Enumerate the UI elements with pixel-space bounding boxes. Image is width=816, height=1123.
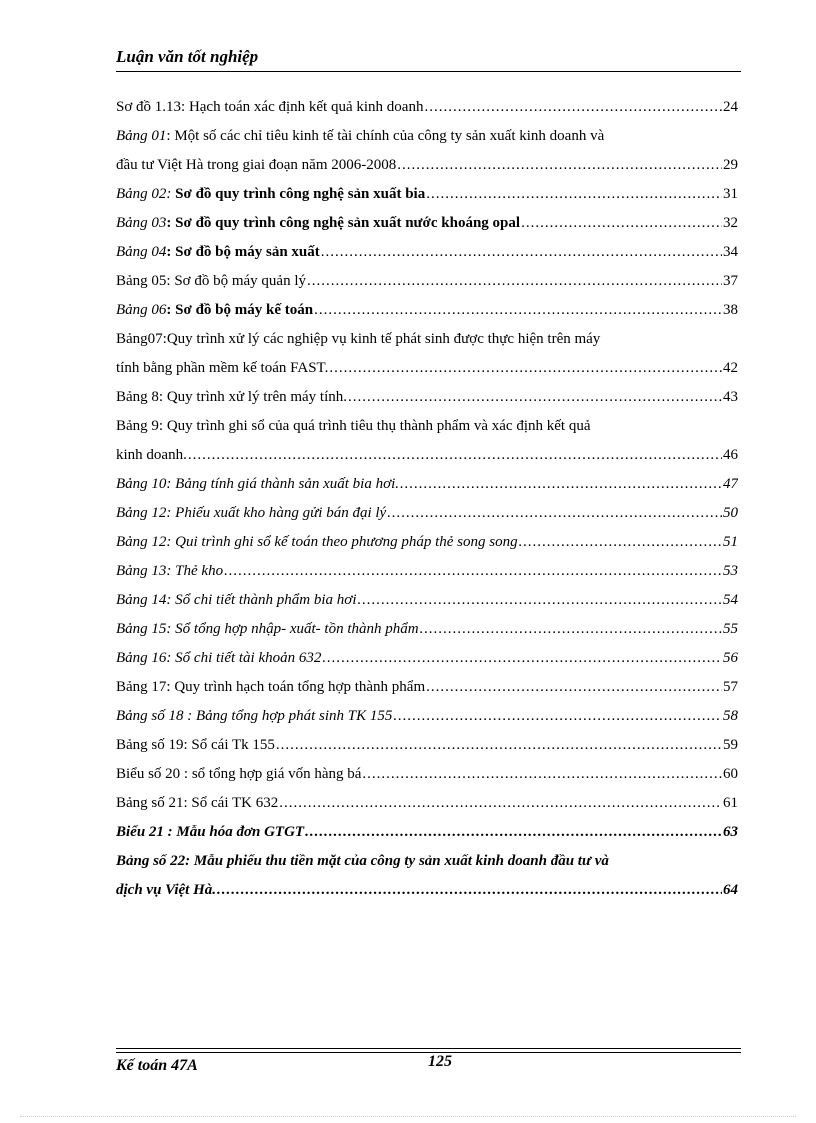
dot-leader: [217, 876, 722, 905]
toc-entry-text: Bảng 16: Sổ chi tiết tài khoản 632: [116, 650, 322, 666]
toc-entry-continuation: [116, 354, 738, 383]
dot-leader: [397, 151, 722, 180]
toc-entry: [116, 325, 738, 354]
toc-page-number: 37: [723, 273, 738, 289]
dot-leader: [224, 557, 722, 586]
footer-page-number: 125: [428, 1053, 452, 1070]
header-rule: [116, 71, 741, 72]
toc-page-number: 53: [723, 563, 738, 579]
toc-entry: [116, 644, 738, 673]
toc-entry-text: Bảng 14: Sổ chi tiết thành phẩm bia hơi: [116, 592, 357, 608]
toc-page-number: 56: [723, 650, 738, 666]
toc-entry: [116, 93, 738, 122]
toc-entry-text: Biểu 21 : Mẫu hóa đơn GTGT: [116, 824, 305, 840]
toc-page-number: 32: [723, 215, 738, 231]
toc-entry-continuation: [116, 876, 738, 905]
dot-leader: [393, 702, 722, 731]
toc-entry-text: Bảng 10: Bảng tính giá thành sản xuất bia hơi.: [116, 476, 399, 492]
dot-leader: [387, 499, 722, 528]
toc-entry: [116, 557, 738, 586]
toc-entry: [116, 412, 738, 441]
toc-entry-text-continued: tính bằng phần mềm kế toán FAST.: [116, 360, 329, 376]
toc-entry-text: Bảng 9: Quy trình ghi sổ của quá trình tiêu thụ thành phẩm và xác định kết quả: [116, 418, 591, 434]
dot-leader: [426, 673, 722, 702]
footer-department: Kế toán 47A: [116, 1057, 198, 1074]
toc-page-number: 58: [723, 708, 738, 724]
toc-entry-text: Sơ đồ 1.13: Hạch toán xác định kết quả kinh doanh: [116, 99, 424, 115]
toc-entry-text: Bảng 8: Quy trình xử lý trên máy tính.: [116, 389, 348, 405]
toc-entry: [116, 209, 738, 238]
dot-leader: [357, 586, 722, 615]
toc-entry-label: Bảng 02:: [116, 186, 172, 202]
toc-entry: [116, 731, 738, 760]
toc-entry-text: Biểu số 20 : sổ tổng hợp giá vốn hàng bá: [116, 766, 362, 782]
dot-leader: [362, 760, 722, 789]
toc-entry-text: Bảng số 22: Mẫu phiếu thu tiền mặt của công ty sản xuất kinh doanh đầu tư và: [116, 853, 609, 869]
dot-leader: [305, 818, 722, 847]
toc-page-number: 64: [723, 882, 738, 898]
dot-leader: [276, 731, 722, 760]
toc-entry: [116, 673, 738, 702]
dot-leader: [519, 528, 722, 557]
dot-leader: [307, 267, 722, 296]
toc-page-number: 46: [723, 447, 738, 463]
toc-entry: [116, 586, 738, 615]
toc-entry-continuation: [116, 151, 738, 180]
toc-entry: [116, 847, 738, 876]
dot-leader: [348, 383, 722, 412]
toc-entry: [116, 499, 738, 528]
dot-leader: [420, 615, 722, 644]
dot-leader: [314, 296, 722, 325]
toc-entry-text: Bảng số 18 : Bảng tổng hợp phát sinh TK 155: [116, 708, 393, 724]
toc-entry-text: Sơ đồ quy trình công nghệ sản xuất bia: [171, 186, 426, 202]
toc-entry: [116, 818, 738, 847]
dot-leader: [329, 354, 722, 383]
toc-page-number: 47: [723, 476, 738, 492]
table-of-contents: [116, 93, 738, 905]
toc-entry: [116, 122, 738, 151]
toc-page-number: 34: [723, 244, 738, 260]
toc-entry-text: : Sơ đồ quy trình công nghệ sản xuất nước khoáng opal: [166, 215, 521, 231]
toc-page-number: 42: [723, 360, 738, 376]
toc-page-number: 24: [723, 99, 738, 115]
toc-entry: [116, 789, 738, 818]
toc-page-number: 31: [723, 186, 738, 202]
toc-page-number: 51: [723, 534, 738, 550]
toc-entry-text-continued: dịch vụ Việt Hà.: [116, 882, 217, 898]
dot-leader: [321, 238, 722, 267]
toc-entry-label: Bảng 06: [116, 302, 167, 318]
toc-page-number: 60: [723, 766, 738, 782]
toc-entry-text: : Sơ đồ bộ máy kế toán: [166, 302, 314, 318]
page-bottom-divider: [20, 1116, 796, 1117]
dot-leader: [322, 644, 722, 673]
toc-entry-label: Bảng 01: [116, 128, 167, 144]
toc-entry-text: Bảng 05: Sơ đồ bộ máy quản lý: [116, 273, 307, 289]
toc-page-number: 54: [723, 592, 738, 608]
toc-entry-text: Bảng 12: Qui trình ghi sổ kế toán theo phương pháp thẻ song song: [116, 534, 518, 550]
toc-entry: [116, 528, 738, 557]
toc-entry: [116, 702, 738, 731]
dot-leader: [426, 180, 722, 209]
toc-page-number: 59: [723, 737, 738, 753]
toc-page-number: 57: [723, 679, 738, 695]
dot-leader: [188, 441, 722, 470]
toc-entry: [116, 180, 738, 209]
toc-entry-continuation: [116, 441, 738, 470]
toc-entry-text: Bảng 13: Thẻ kho: [116, 563, 224, 579]
toc-page-number: 55: [723, 621, 738, 637]
toc-page-number: 50: [723, 505, 738, 521]
toc-entry: [116, 296, 738, 325]
toc-entry-label: Bảng 04: [116, 244, 167, 260]
toc-entry-text: Bảng số 19: Sổ cái Tk 155: [116, 737, 275, 753]
dot-leader: [424, 93, 722, 122]
toc-entry-text: Bảng số 21: Sổ cái TK 632: [116, 795, 279, 811]
toc-entry-text: Bảng 17: Quy trình hạch toán tổng hợp thành phẩm: [116, 679, 426, 695]
toc-entry-text-continued: kinh doanh.: [116, 447, 187, 463]
toc-entry: [116, 383, 738, 412]
toc-entry-text-continued: đầu tư Việt Hà trong giai đoạn năm 2006-2008: [116, 157, 397, 173]
toc-entry: [116, 615, 738, 644]
toc-entry: [116, 238, 738, 267]
running-header-title: Luận văn tốt nghiệp: [116, 47, 259, 66]
toc-entry-text: Bảng 15: Sổ tổng hợp nhập- xuất- tồn thành phẩm: [116, 621, 419, 637]
dot-leader: [279, 789, 722, 818]
toc-entry-text: Bảng 12: Phiếu xuất kho hàng gửi bán đại lý: [116, 505, 387, 521]
toc-page-number: 43: [723, 389, 738, 405]
dot-leader: [521, 209, 722, 238]
toc-entry: [116, 760, 738, 789]
toc-page-number: 38: [723, 302, 738, 318]
toc-entry-text: : Sơ đồ bộ máy sản xuất: [166, 244, 320, 260]
toc-entry: [116, 267, 738, 296]
toc-page-number: 61: [723, 795, 738, 811]
toc-page-number: 63: [723, 824, 738, 840]
toc-entry-label: Bảng 03: [116, 215, 167, 231]
toc-entry: [116, 470, 738, 499]
footer-rule: [116, 1048, 741, 1049]
toc-entry-text: : Một số các chỉ tiêu kinh tế tài chính của công ty sản xuất kinh doanh và: [166, 128, 605, 144]
toc-page-number: 29: [723, 157, 738, 173]
toc-entry-text: Bảng07:Quy trình xử lý các nghiệp vụ kinh tế phát sinh được thực hiện trên máy: [116, 331, 601, 347]
dot-leader: [400, 470, 722, 499]
